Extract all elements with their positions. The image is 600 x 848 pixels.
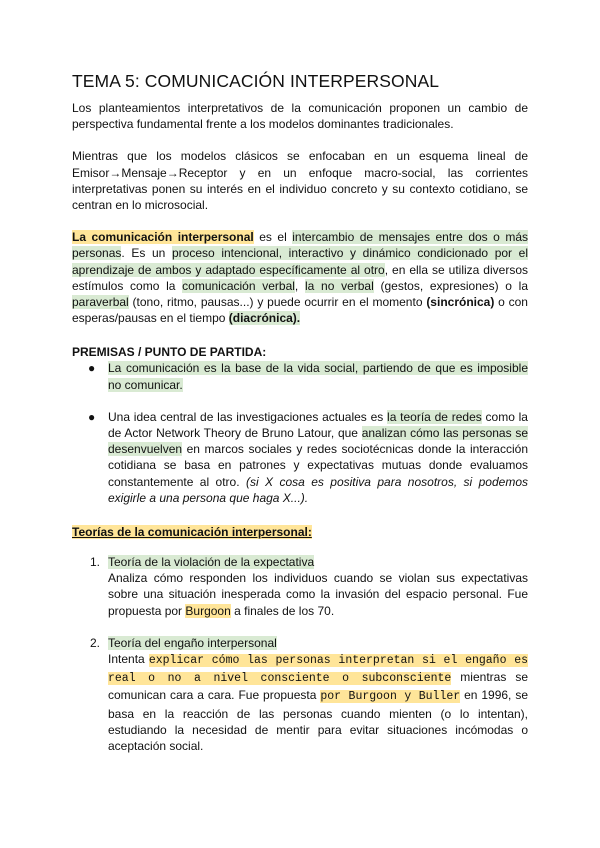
premisas-heading: PREMISAS / PUNTO DE PARTIDA:: [72, 345, 267, 360]
teorias-heading: Teorías de la comunicación interpersonal:: [72, 525, 312, 540]
intro-paragraph-2: Mientras que los modelos clásicos se enfocaban en un esquema lineal de Emisor→Mensaje→Receptor y en un enfoque macro-social, las corrientes interpretativas ponen su interés en el individuo concreto y su contexto cotidiano, se centran en lo microsocial.: [72, 149, 528, 213]
definition-paragraph: La comunicación interpersonal es el intercambio de mensajes entre dos o más personas. Es un proceso intencional, interactivo y dinámico condicionado por el aprendizaje de ambos y adaptado específicamente al otro, en ella se utiliza diversos estímulos como la comunicación verbal, la no verbal (gestos, expresiones) o la paraverbal (tono, ritmo, pausas...) y puede ocurrir en el momento (sincrónica) o con esperas/pausas en el tiempo (diacrónica).: [72, 230, 529, 326]
theory-title: Teoría del engaño interpersonal: [108, 635, 277, 650]
list-item: ● Una idea central de las investigaciones actuales es la teoría de redes como la de Actor Network Theory de Bruno Latour, que analizan cómo las personas se desenvuelven en marcos sociales y redes sociotécnicas donde la interacción cotidiana se basa en patrones y expectativas mutuas donde evaluamos constantemente al otro. (si X cosa es positiva para nosotros, si podemos exigirle a una persona que haga X...).: [88, 409, 528, 505]
highlight: la no verbal: [304, 278, 374, 293]
document-page: [72, 70, 528, 754]
premisas-list: [72, 360, 528, 506]
page-title: TEMA 5: COMUNICACIÓN INTERPERSONAL: [72, 71, 440, 91]
bold-term: (sincrónica): [426, 295, 495, 310]
theory-title: Teoría de la violación de la expectativa: [108, 555, 315, 570]
bullet-icon: ●: [88, 361, 96, 376]
highlight: proceso intencional, interactivo y dinámico condicionado por el aprendizaje de ambos y adaptado específicamente al otro: [72, 246, 529, 277]
bullet-icon: ●: [88, 409, 96, 424]
definition-term: La comunicación interpersonal: [72, 230, 254, 245]
list-item: 1. Teoría de la violación de la expectativa Analiza cómo responden los individuos cuando se violan sus expectativas sobre una situación inesperada como la invasión del espacio personal. Fue propuesta por Burgoon a finales de los 70.: [90, 555, 528, 618]
highlight: paraverbal: [72, 295, 129, 310]
highlight: intercambio de mensajes entre dos o más personas: [72, 230, 529, 261]
list-item: ● La comunicación es la base de la vida social, partiendo de que es imposible no comunicar.: [88, 361, 528, 392]
teorias-list: [72, 554, 528, 754]
highlight: comunicación verbal: [182, 278, 295, 293]
intro-paragraph-1: Los planteamientos interpretativos de la comunicación proponen un cambio de perspectiva fundamental frente a los modelos dominantes tradicionales.: [72, 101, 528, 132]
bold-term: (diacrónica).: [228, 311, 301, 326]
list-item: 2. Teoría del engaño interpersonal Intenta explicar cómo las personas interpretan si el engaño es real o no a nivel consciente o subconsciente mientras se comunican cara a cara. Fue propuesta por Burgoon y Buller en 1996, se basa en la reacción de las personas cuando mienten (o lo intentan), estudiando la necesidad de mentir para evitar situaciones incómodas o aceptación social.: [90, 635, 528, 754]
